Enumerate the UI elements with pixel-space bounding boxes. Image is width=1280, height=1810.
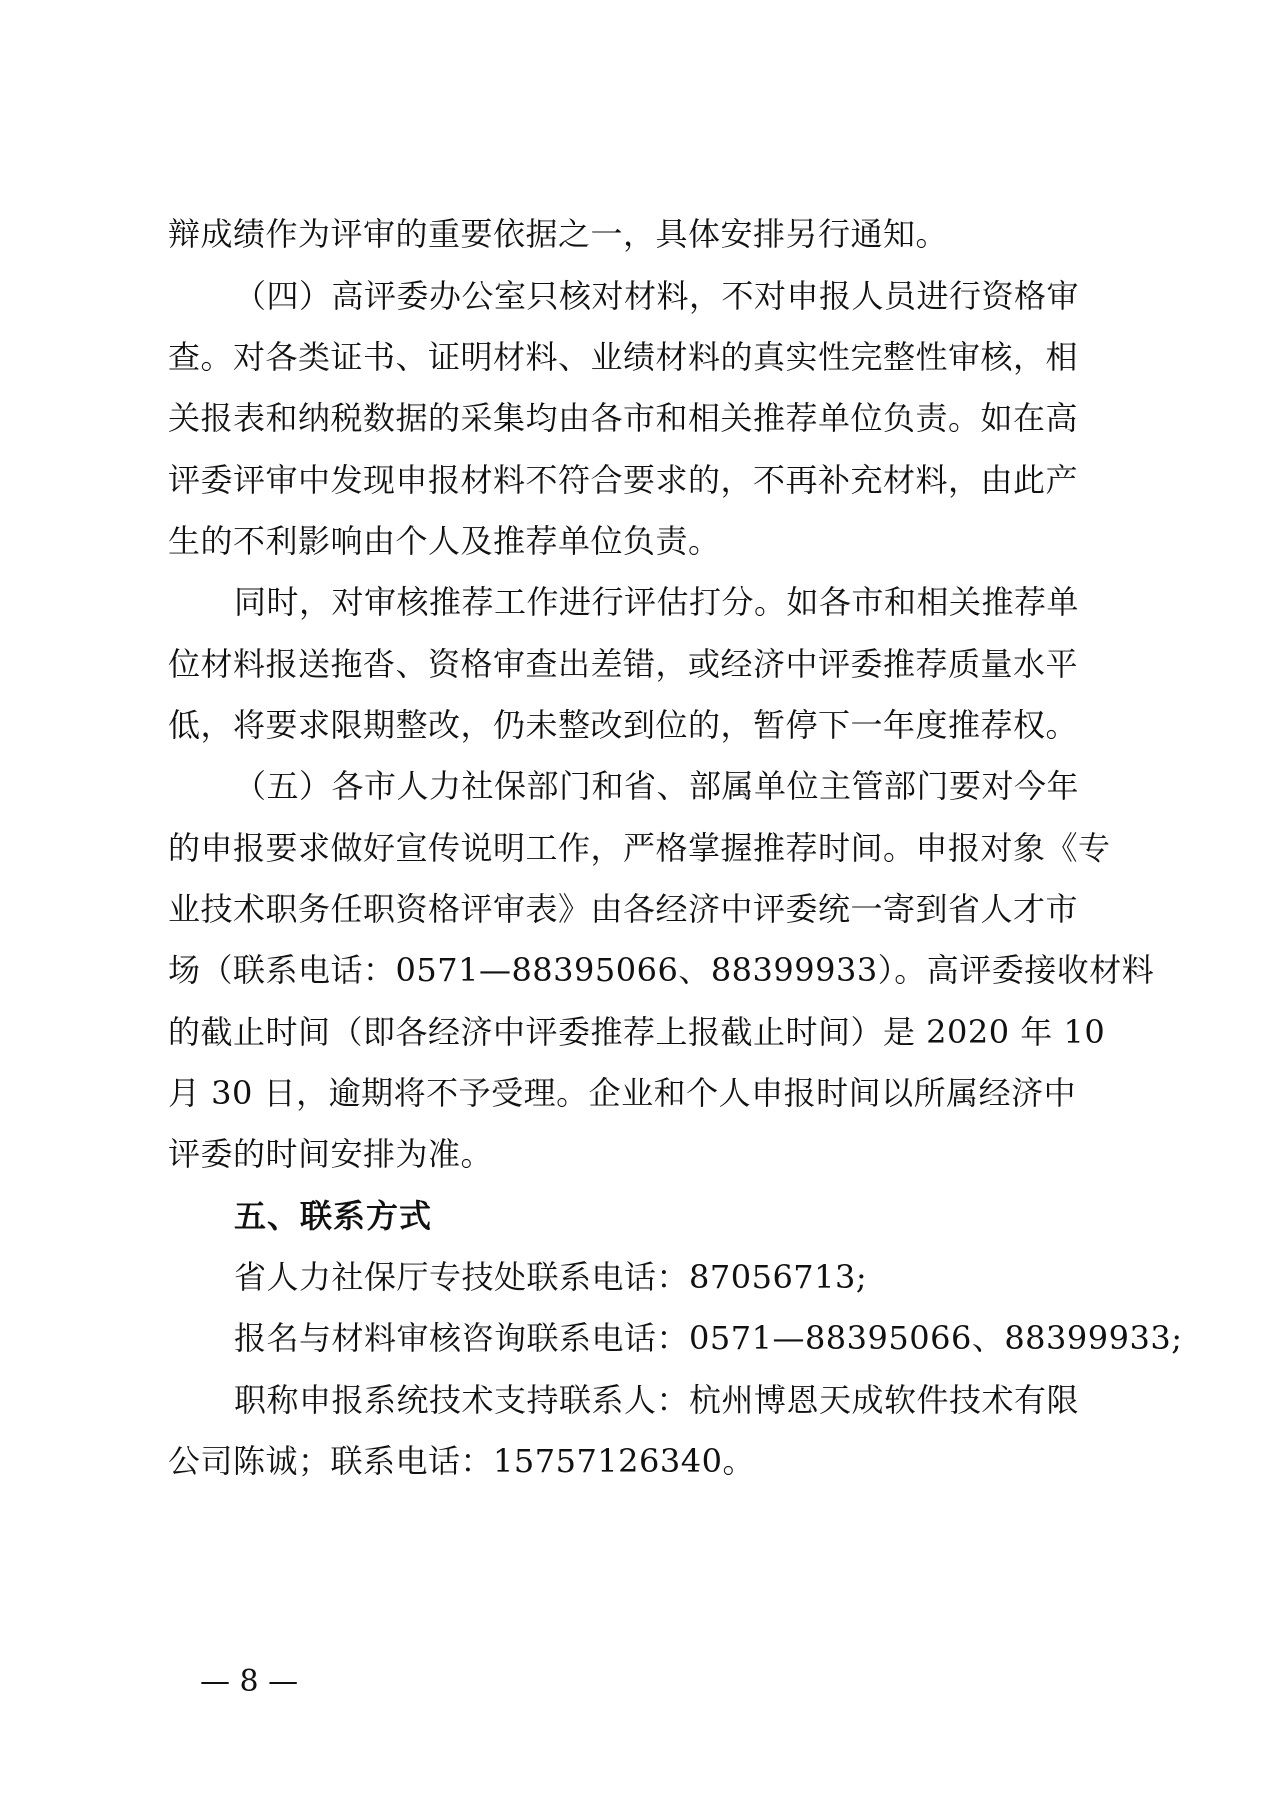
section-heading: 五、联系方式: [234, 1197, 433, 1235]
paragraph-line: 位材料报送拖沓、资格审查出差错，或经济中评委推荐质量水平: [168, 645, 1079, 683]
paragraph-line: 关报表和纳税数据的采集均由各市和相关推荐单位负责。如在高: [168, 399, 1079, 437]
paragraph-line: 同时，对审核推荐工作进行评估打分。如各市和相关推荐单: [234, 583, 1080, 621]
contact-line: 报名与材料审核咨询联系电话：0571—88395066、88399933;: [234, 1319, 1183, 1357]
paragraph-line: （五）各市人力社保部门和省、部属单位主管部门要对今年: [234, 767, 1080, 805]
paragraph-line: 辩成绩作为评审的重要依据之一，具体安排另行通知。: [168, 215, 949, 253]
contact-line: 公司陈诚；联系电话：15757126340。: [168, 1442, 755, 1480]
paragraph-line: 评委评审中发现申报材料不符合要求的，不再补充材料，由此产: [168, 461, 1079, 499]
paragraph-line: 低，将要求限期整改，仍未整改到位的，暂停下一年度推荐权。: [168, 706, 1079, 744]
paragraph-line: 的截止时间（即各经济中评委推荐上报截止时间）是 2020 年 10: [168, 1013, 1106, 1051]
paragraph-line: 评委的时间安排为准。: [168, 1135, 494, 1173]
paragraph-line: 月 30 日，逾期将不予受理。企业和个人申报时间以所属经济中: [168, 1074, 1077, 1112]
contact-line: 职称申报系统技术支持联系人：杭州博恩天成软件技术有限: [234, 1381, 1080, 1419]
paragraph-line: 查。对各类证书、证明材料、业绩材料的真实性完整性审核，相: [168, 338, 1079, 376]
paragraph-line: 业技术职务任职资格评审表》由各经济中评委统一寄到省人才市: [168, 890, 1079, 928]
paragraph-line: 的申报要求做好宣传说明工作，严格掌握推荐时间。申报对象《专: [168, 829, 1111, 867]
contact-line: 省人力社保厅专技处联系电话：87056713;: [234, 1258, 868, 1296]
paragraph-line: 场（联系电话：0571—88395066、88399933）。高评委接收材料: [168, 951, 1155, 989]
paragraph-line: 生的不利影响由个人及推荐单位负责。: [168, 522, 721, 560]
page-number: — 8 —: [200, 1664, 299, 1699]
paragraph-line: （四）高评委办公室只核对材料，不对申报人员进行资格审: [234, 277, 1080, 315]
